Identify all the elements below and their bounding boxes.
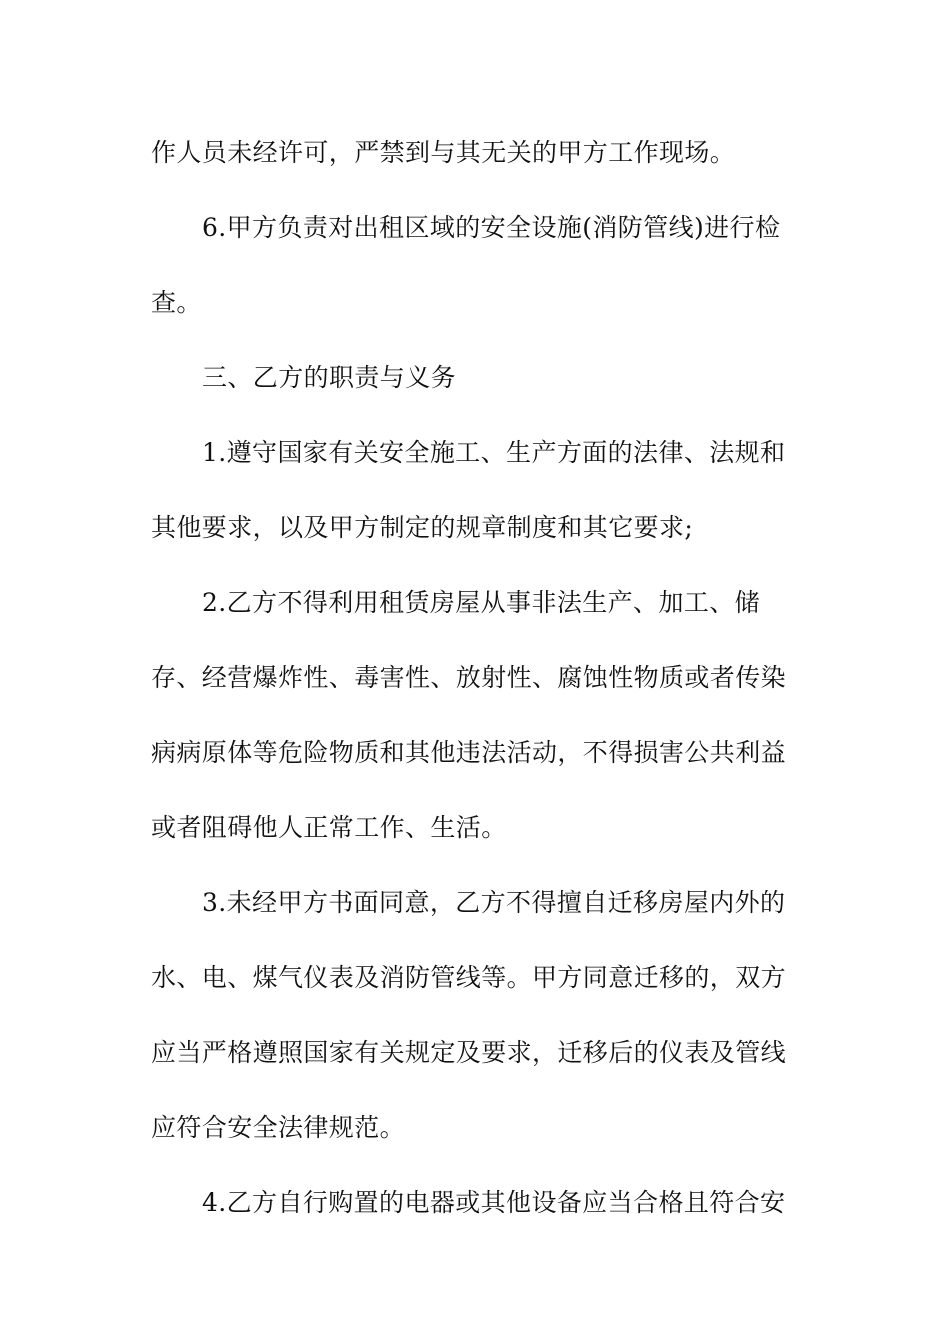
text-line: 应符合安全法律规范。 [151, 1113, 406, 1142]
document-body [151, 128, 791, 1253]
text-line: 其他要求，以及甲方制定的规章制度和其它要求; [151, 513, 694, 542]
text-line: 查。 [151, 288, 202, 317]
text-line: 存、经营爆炸性、毒害性、放射性、腐蚀性物质或者传染 [151, 663, 787, 692]
text-line: 2.乙方不得利用租赁房屋从事非法生产、加工、储 [202, 588, 761, 617]
text-line: 4.乙方自行购置的电器或其他设备应当合格且符合安 [202, 1188, 786, 1217]
text-line: 1.遵守国家有关安全施工、生产方面的法律、法规和 [202, 438, 786, 467]
text-line: 3.未经甲方书面同意，乙方不得擅自迁移房屋内外的 [202, 888, 786, 917]
text-line: 应当严格遵照国家有关规定及要求，迁移后的仪表及管线 [151, 1038, 787, 1067]
text-line: 6.甲方负责对出租区域的安全设施(消防管线)进行检 [202, 213, 781, 242]
text-line: 或者阻碍他人正常工作、生活。 [151, 813, 507, 842]
section-heading: 三、乙方的职责与义务 [202, 363, 457, 392]
text-line: 病病原体等危险物质和其他违法活动，不得损害公共利益 [151, 738, 787, 767]
text-line: 水、电、煤气仪表及消防管线等。甲方同意迁移的，双方 [151, 963, 787, 992]
text-line: 作人员未经许可，严禁到与其无关的甲方工作现场。 [151, 138, 736, 167]
